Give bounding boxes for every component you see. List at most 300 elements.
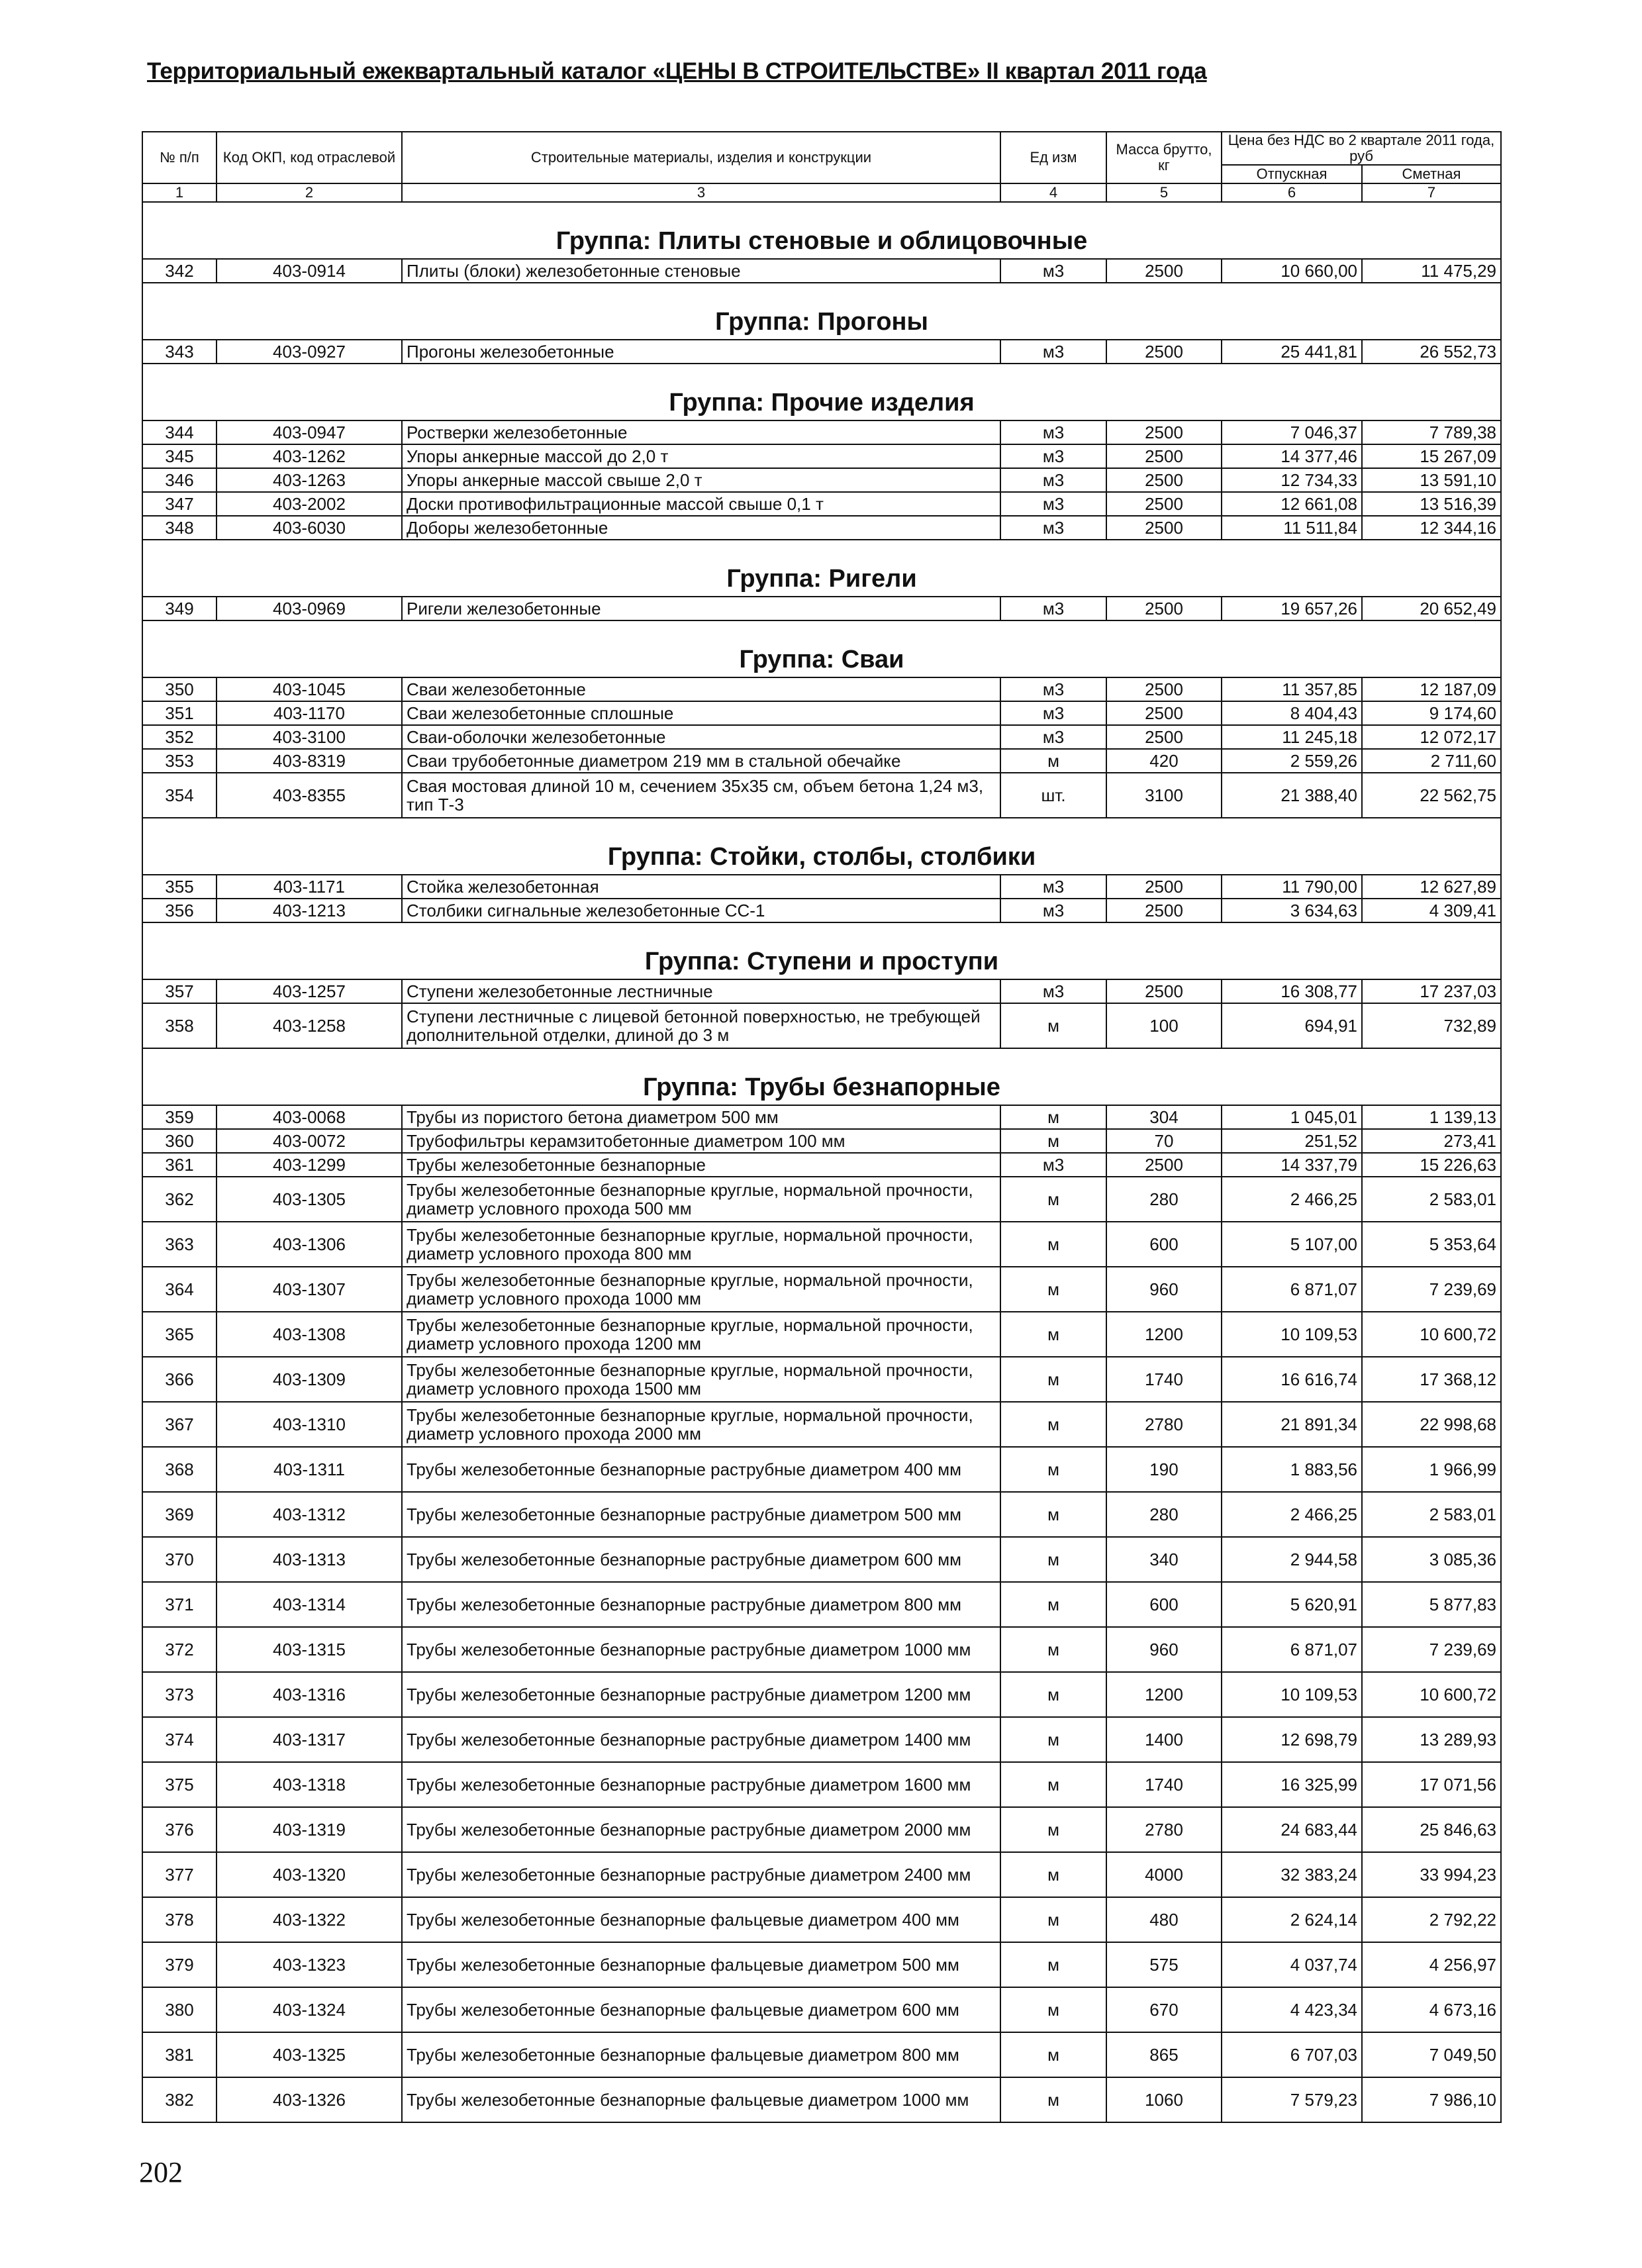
item-number: 363 [142, 1222, 217, 1267]
item-code: 403-1257 [217, 979, 402, 1003]
item-code: 403-1263 [217, 468, 402, 492]
item-price-release: 6 871,07 [1222, 1267, 1362, 1312]
item-mass: 2500 [1106, 899, 1222, 922]
item-name: Ригели железобетонные [402, 597, 1000, 620]
item-price-estimate: 4 309,41 [1362, 899, 1501, 922]
item-price-estimate: 22 998,68 [1362, 1402, 1501, 1447]
item-mass: 2500 [1106, 468, 1222, 492]
item-unit: м3 [1000, 492, 1106, 516]
group-title: Группа: Сваи [142, 620, 1501, 677]
item-code: 403-1307 [217, 1267, 402, 1312]
item-unit: м [1000, 1003, 1106, 1048]
item-number: 351 [142, 701, 217, 725]
item-code: 403-1262 [217, 444, 402, 468]
item-code: 403-1170 [217, 701, 402, 725]
item-mass: 304 [1106, 1105, 1222, 1129]
table-row [142, 1492, 1501, 1537]
item-code: 403-1299 [217, 1153, 402, 1177]
column-number: 2 [217, 183, 402, 202]
item-name: Сваи трубобетонные диаметром 219 мм в стальной обечайке [402, 749, 1000, 773]
item-price-estimate: 2 711,60 [1362, 749, 1501, 773]
item-code: 403-1310 [217, 1402, 402, 1447]
item-mass: 2500 [1106, 340, 1222, 364]
item-mass: 420 [1106, 749, 1222, 773]
table-row [142, 1312, 1501, 1357]
item-code: 403-1309 [217, 1357, 402, 1402]
item-code: 403-1319 [217, 1807, 402, 1852]
item-mass: 2500 [1106, 677, 1222, 701]
table-row [142, 468, 1501, 492]
item-code: 403-0068 [217, 1105, 402, 1129]
item-number: 372 [142, 1627, 217, 1672]
item-unit: м [1000, 1267, 1106, 1312]
item-price-estimate: 273,41 [1362, 1129, 1501, 1153]
item-price-release: 694,91 [1222, 1003, 1362, 1048]
item-name: Трубы железобетонные безнапорные раструбные диаметром 2000 мм [402, 1807, 1000, 1852]
column-number: 1 [142, 183, 217, 202]
item-mass: 280 [1106, 1177, 1222, 1222]
item-number: 355 [142, 875, 217, 899]
item-number: 358 [142, 1003, 217, 1048]
item-mass: 2500 [1106, 725, 1222, 749]
table-row [142, 1807, 1501, 1852]
item-unit: м3 [1000, 468, 1106, 492]
item-unit: м [1000, 1402, 1106, 1447]
item-unit: м3 [1000, 1153, 1106, 1177]
table-row [142, 899, 1501, 922]
table-row [142, 1717, 1501, 1762]
item-number: 374 [142, 1717, 217, 1762]
item-price-release: 2 466,25 [1222, 1492, 1362, 1537]
item-mass: 960 [1106, 1627, 1222, 1672]
item-number: 371 [142, 1582, 217, 1627]
item-unit: м3 [1000, 444, 1106, 468]
item-unit: м [1000, 1222, 1106, 1267]
item-unit: м [1000, 1492, 1106, 1537]
item-name: Трубы железобетонные безнапорные круглые, нормальной прочности, диаметр условного прохода 1000 мм [402, 1267, 1000, 1312]
item-price-release: 12 734,33 [1222, 468, 1362, 492]
item-number: 364 [142, 1267, 217, 1312]
item-mass: 340 [1106, 1537, 1222, 1582]
item-name: Трубы железобетонные безнапорные раструбные диаметром 1400 мм [402, 1717, 1000, 1762]
item-unit: м [1000, 1177, 1106, 1222]
item-code: 403-1305 [217, 1177, 402, 1222]
table-row [142, 1447, 1501, 1492]
item-code: 403-0072 [217, 1129, 402, 1153]
item-code: 403-0927 [217, 340, 402, 364]
item-price-release: 16 308,77 [1222, 979, 1362, 1003]
item-price-estimate: 15 226,63 [1362, 1153, 1501, 1177]
item-price-release: 11 790,00 [1222, 875, 1362, 899]
item-name: Сваи железобетонные сплошные [402, 701, 1000, 725]
item-code: 403-1213 [217, 899, 402, 922]
item-name: Прогоны железобетонные [402, 340, 1000, 364]
item-price-estimate: 10 600,72 [1362, 1312, 1501, 1357]
item-number: 378 [142, 1897, 217, 1942]
item-number: 361 [142, 1153, 217, 1177]
table-row [142, 1987, 1501, 2032]
table-row [142, 492, 1501, 516]
item-price-release: 16 616,74 [1222, 1357, 1362, 1402]
item-mass: 960 [1106, 1267, 1222, 1312]
item-code: 403-1322 [217, 1897, 402, 1942]
item-price-release: 10 109,53 [1222, 1312, 1362, 1357]
item-number: 367 [142, 1402, 217, 1447]
group-header-row [142, 364, 1501, 420]
item-name: Ступени лестничные с лицевой бетонной поверхностью, не требующей дополнительной отделки, длиной до 3 м [402, 1003, 1000, 1048]
item-mass: 575 [1106, 1942, 1222, 1987]
item-price-release: 6 707,03 [1222, 2032, 1362, 2077]
item-number: 380 [142, 1987, 217, 2032]
item-price-release: 2 624,14 [1222, 1897, 1362, 1942]
item-code: 403-1258 [217, 1003, 402, 1048]
table-row [142, 875, 1501, 899]
item-number: 382 [142, 2077, 217, 2122]
item-code: 403-1315 [217, 1627, 402, 1672]
item-price-release: 7 579,23 [1222, 2077, 1362, 2122]
item-mass: 865 [1106, 2032, 1222, 2077]
item-price-release: 12 661,08 [1222, 492, 1362, 516]
item-price-release: 3 634,63 [1222, 899, 1362, 922]
item-name: Трубы железобетонные безнапорные [402, 1153, 1000, 1177]
item-mass: 2500 [1106, 1153, 1222, 1177]
item-name: Трубы железобетонные безнапорные раструбные диаметром 2400 мм [402, 1852, 1000, 1897]
item-number: 354 [142, 773, 217, 818]
item-code: 403-1313 [217, 1537, 402, 1582]
group-title: Группа: Плиты стеновые и облицовочные [142, 202, 1501, 259]
table-row [142, 1852, 1501, 1897]
item-unit: м [1000, 1897, 1106, 1942]
table-row [142, 1105, 1501, 1129]
item-price-estimate: 12 344,16 [1362, 516, 1501, 540]
item-mass: 2500 [1106, 444, 1222, 468]
item-code: 403-2002 [217, 492, 402, 516]
item-price-release: 7 046,37 [1222, 420, 1362, 444]
group-title: Группа: Ригели [142, 540, 1501, 597]
item-name: Стойка железобетонная [402, 875, 1000, 899]
item-number: 353 [142, 749, 217, 773]
item-unit: м3 [1000, 516, 1106, 540]
item-name: Трубы железобетонные безнапорные раструбные диаметром 400 мм [402, 1447, 1000, 1492]
item-price-estimate: 2 583,01 [1362, 1177, 1501, 1222]
item-price-release: 1 045,01 [1222, 1105, 1362, 1129]
item-unit: м [1000, 1672, 1106, 1717]
item-number: 368 [142, 1447, 217, 1492]
item-mass: 480 [1106, 1897, 1222, 1942]
column-number: 6 [1222, 183, 1362, 202]
item-price-estimate: 17 368,12 [1362, 1357, 1501, 1402]
item-price-estimate: 1 966,99 [1362, 1447, 1501, 1492]
item-number: 370 [142, 1537, 217, 1582]
group-title: Группа: Прочие изделия [142, 364, 1501, 420]
column-number: 5 [1106, 183, 1222, 202]
item-name: Доборы железобетонные [402, 516, 1000, 540]
item-number: 373 [142, 1672, 217, 1717]
col-code-header: Код ОКП, код отраслевой [217, 132, 402, 183]
item-mass: 70 [1106, 1129, 1222, 1153]
table-body [142, 202, 1501, 2122]
item-price-estimate: 12 072,17 [1362, 725, 1501, 749]
item-unit: м [1000, 1987, 1106, 2032]
item-number: 346 [142, 468, 217, 492]
item-name: Плиты (блоки) железобетонные стеновые [402, 259, 1000, 283]
group-title: Группа: Стойки, столбы, столбики [142, 818, 1501, 875]
item-name: Трубы железобетонные безнапорные фальцевые диаметром 800 мм [402, 2032, 1000, 2077]
table-row [142, 420, 1501, 444]
item-number: 379 [142, 1942, 217, 1987]
item-unit: шт. [1000, 773, 1106, 818]
table-row [142, 1267, 1501, 1312]
item-unit: м [1000, 2077, 1106, 2122]
item-price-release: 25 441,81 [1222, 340, 1362, 364]
item-price-estimate: 2 792,22 [1362, 1897, 1501, 1942]
table-row [142, 2032, 1501, 2077]
col-num-header: № п/п [142, 132, 217, 183]
item-number: 349 [142, 597, 217, 620]
item-unit: м3 [1000, 899, 1106, 922]
table-row [142, 516, 1501, 540]
item-name: Ступени железобетонные лестничные [402, 979, 1000, 1003]
item-price-release: 14 337,79 [1222, 1153, 1362, 1177]
item-number: 377 [142, 1852, 217, 1897]
item-price-release: 11 357,85 [1222, 677, 1362, 701]
item-number: 381 [142, 2032, 217, 2077]
item-price-release: 32 383,24 [1222, 1852, 1362, 1897]
item-name: Свая мостовая длиной 10 м, сечением 35х35 см, объем бетона 1,24 м3, тип Т-3 [402, 773, 1000, 818]
item-name: Трубы железобетонные безнапорные фальцевые диаметром 400 мм [402, 1897, 1000, 1942]
group-header-row [142, 1048, 1501, 1105]
column-number: 4 [1000, 183, 1106, 202]
item-price-estimate: 2 583,01 [1362, 1492, 1501, 1537]
item-name: Трубы железобетонные безнапорные круглые, нормальной прочности, диаметр условного прохода 1500 мм [402, 1357, 1000, 1402]
item-code: 403-8355 [217, 773, 402, 818]
item-name: Столбики сигнальные железобетонные СС-1 [402, 899, 1000, 922]
table-row [142, 749, 1501, 773]
item-code: 403-1171 [217, 875, 402, 899]
col-price-estimate-header: Сметная [1362, 165, 1501, 183]
item-price-estimate: 5 353,64 [1362, 1222, 1501, 1267]
item-mass: 2780 [1106, 1402, 1222, 1447]
item-price-estimate: 13 289,93 [1362, 1717, 1501, 1762]
item-price-estimate: 4 256,97 [1362, 1942, 1501, 1987]
item-price-release: 6 871,07 [1222, 1627, 1362, 1672]
item-mass: 600 [1106, 1582, 1222, 1627]
item-name: Трубофильтры керамзитобетонные диаметром 100 мм [402, 1129, 1000, 1153]
table-row [142, 1672, 1501, 1717]
item-name: Сваи-оболочки железобетонные [402, 725, 1000, 749]
item-price-estimate: 5 877,83 [1362, 1582, 1501, 1627]
table-row [142, 1129, 1501, 1153]
item-number: 347 [142, 492, 217, 516]
item-price-estimate: 3 085,36 [1362, 1537, 1501, 1582]
col-unit-header: Ед изм [1000, 132, 1106, 183]
table-row [142, 1177, 1501, 1222]
item-number: 344 [142, 420, 217, 444]
item-name: Упоры анкерные массой свыше 2,0 т [402, 468, 1000, 492]
item-name: Трубы железобетонные безнапорные раструбные диаметром 1600 мм [402, 1762, 1000, 1807]
item-unit: м [1000, 1852, 1106, 1897]
item-mass: 600 [1106, 1222, 1222, 1267]
item-code: 403-1318 [217, 1762, 402, 1807]
item-number: 360 [142, 1129, 217, 1153]
item-name: Трубы железобетонные безнапорные фальцевые диаметром 500 мм [402, 1942, 1000, 1987]
table-row [142, 773, 1501, 818]
item-code: 403-0947 [217, 420, 402, 444]
table-header [142, 132, 1501, 202]
table-row [142, 677, 1501, 701]
price-table [142, 131, 1502, 2123]
item-unit: м [1000, 1312, 1106, 1357]
item-code: 403-1323 [217, 1942, 402, 1987]
item-code: 403-1317 [217, 1717, 402, 1762]
page-number: 202 [139, 2156, 183, 2189]
item-price-release: 21 388,40 [1222, 773, 1362, 818]
item-unit: м3 [1000, 340, 1106, 364]
item-price-release: 10 660,00 [1222, 259, 1362, 283]
item-code: 403-0969 [217, 597, 402, 620]
group-title: Группа: Прогоны [142, 283, 1501, 340]
item-price-estimate: 15 267,09 [1362, 444, 1501, 468]
item-name: Трубы железобетонные безнапорные раструбные диаметром 600 мм [402, 1537, 1000, 1582]
item-unit: м [1000, 1717, 1106, 1762]
item-mass: 1740 [1106, 1762, 1222, 1807]
item-price-estimate: 9 174,60 [1362, 701, 1501, 725]
table-row [142, 1003, 1501, 1048]
item-mass: 1200 [1106, 1672, 1222, 1717]
item-price-estimate: 25 846,63 [1362, 1807, 1501, 1852]
item-number: 366 [142, 1357, 217, 1402]
item-price-estimate: 33 994,23 [1362, 1852, 1501, 1897]
item-number: 365 [142, 1312, 217, 1357]
item-unit: м [1000, 1129, 1106, 1153]
item-code: 403-1326 [217, 2077, 402, 2122]
item-mass: 1060 [1106, 2077, 1222, 2122]
item-price-estimate: 13 516,39 [1362, 492, 1501, 516]
item-code: 403-3100 [217, 725, 402, 749]
item-price-release: 2 466,25 [1222, 1177, 1362, 1222]
item-name: Трубы железобетонные безнапорные раструбные диаметром 1000 мм [402, 1627, 1000, 1672]
item-price-release: 5 107,00 [1222, 1222, 1362, 1267]
item-name: Трубы железобетонные безнапорные раструбные диаметром 1200 мм [402, 1672, 1000, 1717]
item-name: Доски противофильтрационные массой свыше 0,1 т [402, 492, 1000, 516]
item-price-estimate: 12 627,89 [1362, 875, 1501, 899]
item-code: 403-1320 [217, 1852, 402, 1897]
item-price-release: 11 511,84 [1222, 516, 1362, 540]
table-row [142, 1402, 1501, 1447]
item-price-estimate: 26 552,73 [1362, 340, 1501, 364]
item-unit: м3 [1000, 677, 1106, 701]
table-row [142, 1153, 1501, 1177]
item-price-estimate: 17 071,56 [1362, 1762, 1501, 1807]
item-number: 362 [142, 1177, 217, 1222]
item-code: 403-1316 [217, 1672, 402, 1717]
item-unit: м3 [1000, 979, 1106, 1003]
group-header-row [142, 818, 1501, 875]
group-header-row [142, 620, 1501, 677]
item-unit: м3 [1000, 875, 1106, 899]
item-mass: 1400 [1106, 1717, 1222, 1762]
item-mass: 2500 [1106, 875, 1222, 899]
item-unit: м [1000, 1537, 1106, 1582]
table-row [142, 1582, 1501, 1627]
item-price-release: 1 883,56 [1222, 1447, 1362, 1492]
item-unit: м3 [1000, 597, 1106, 620]
table-row [142, 1897, 1501, 1942]
table-row [142, 597, 1501, 620]
item-name: Трубы железобетонные безнапорные раструбные диаметром 500 мм [402, 1492, 1000, 1537]
item-number: 345 [142, 444, 217, 468]
group-header-row [142, 922, 1501, 979]
item-number: 352 [142, 725, 217, 749]
item-code: 403-1314 [217, 1582, 402, 1627]
item-code: 403-1311 [217, 1447, 402, 1492]
item-name: Трубы железобетонные безнапорные фальцевые диаметром 600 мм [402, 1987, 1000, 2032]
table-row [142, 1942, 1501, 1987]
item-name: Трубы из пористого бетона диаметром 500 мм [402, 1105, 1000, 1129]
item-unit: м [1000, 1357, 1106, 1402]
table-row [142, 1762, 1501, 1807]
item-price-estimate: 7 049,50 [1362, 2032, 1501, 2077]
column-number: 3 [402, 183, 1000, 202]
item-price-release: 4 423,34 [1222, 1987, 1362, 2032]
item-number: 343 [142, 340, 217, 364]
table-row [142, 444, 1501, 468]
item-price-release: 2 944,58 [1222, 1537, 1362, 1582]
table-row [142, 1357, 1501, 1402]
item-price-estimate: 13 591,10 [1362, 468, 1501, 492]
item-price-estimate: 12 187,09 [1362, 677, 1501, 701]
item-number: 376 [142, 1807, 217, 1852]
item-code: 403-8319 [217, 749, 402, 773]
item-price-release: 4 037,74 [1222, 1942, 1362, 1987]
item-price-estimate: 10 600,72 [1362, 1672, 1501, 1717]
item-code: 403-1306 [217, 1222, 402, 1267]
item-price-estimate: 7 239,69 [1362, 1267, 1501, 1312]
item-unit: м [1000, 1447, 1106, 1492]
group-header-row [142, 540, 1501, 597]
item-code: 403-1324 [217, 1987, 402, 2032]
item-mass: 2500 [1106, 701, 1222, 725]
item-mass: 4000 [1106, 1852, 1222, 1897]
group-header-row [142, 202, 1501, 259]
item-mass: 190 [1106, 1447, 1222, 1492]
item-name: Трубы железобетонные безнапорные раструбные диаметром 800 мм [402, 1582, 1000, 1627]
item-price-estimate: 20 652,49 [1362, 597, 1501, 620]
item-mass: 100 [1106, 1003, 1222, 1048]
item-code: 403-1308 [217, 1312, 402, 1357]
item-unit: м [1000, 1942, 1106, 1987]
item-price-estimate: 4 673,16 [1362, 1987, 1501, 2032]
table-row [142, 1222, 1501, 1267]
item-mass: 1740 [1106, 1357, 1222, 1402]
table-row [142, 1627, 1501, 1672]
item-price-release: 5 620,91 [1222, 1582, 1362, 1627]
table-row [142, 1537, 1501, 1582]
item-number: 356 [142, 899, 217, 922]
item-number: 357 [142, 979, 217, 1003]
item-mass: 2500 [1106, 420, 1222, 444]
table-row [142, 979, 1501, 1003]
item-unit: м [1000, 1762, 1106, 1807]
item-unit: м [1000, 1807, 1106, 1852]
item-mass: 2500 [1106, 259, 1222, 283]
item-name: Трубы железобетонные безнапорные круглые, нормальной прочности, диаметр условного прохода 800 мм [402, 1222, 1000, 1267]
item-price-estimate: 7 986,10 [1362, 2077, 1501, 2122]
item-price-estimate: 11 475,29 [1362, 259, 1501, 283]
item-unit: м [1000, 1627, 1106, 1672]
item-mass: 2500 [1106, 492, 1222, 516]
item-name: Ростверки железобетонные [402, 420, 1000, 444]
